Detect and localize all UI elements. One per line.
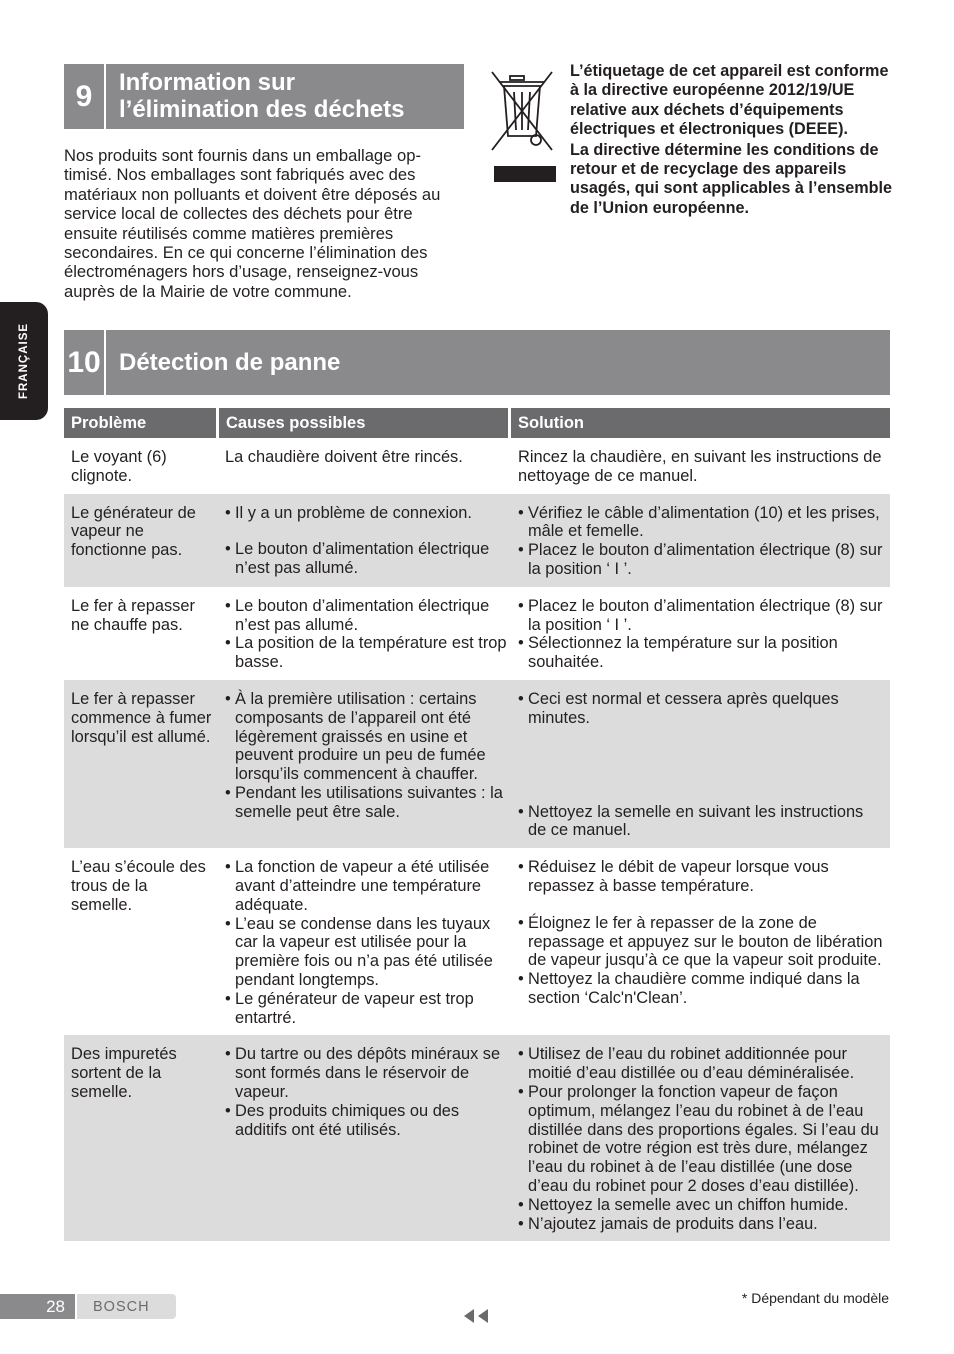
cause-item: • Pendant les utilisations suivantes : la semelle peut être sale. [225, 783, 503, 821]
solution-item: • Nettoyez la semelle avec un chiffon humide. [518, 1195, 849, 1214]
solution-item: • Éloignez le fer à repasser de la zone de repassage et appuyez sur le bouton de libération de vapeur jusqu’à ce que la vapeur soit produite. [518, 913, 883, 970]
header-causes: Causes possibles [219, 408, 511, 438]
causes-cell [219, 690, 511, 840]
problem-cell: Le générateur de vapeur ne fonctionne pas. [71, 503, 196, 560]
problem-cell: Le voyant (6) clignote. [71, 448, 167, 485]
solution-cell [511, 690, 890, 840]
cause-item: • Du tartre ou des dépôts minéraux se sont formés dans le réservoir de vapeur. [225, 1045, 501, 1101]
cause-item: • La position de la température est trop basse. [225, 634, 507, 672]
header-solution: Solution [511, 408, 890, 438]
causes-cell [219, 597, 511, 672]
weee-notice [570, 62, 900, 219]
solution-item: • Utilisez de l’eau du robinet additionnée pour moitié d’eau distillée ou d’eau déminéralisée. [518, 1045, 855, 1083]
solution-item: • Ceci est normal et cessera après quelques minutes. [518, 689, 839, 727]
double-arrow-left-icon [462, 1308, 490, 1324]
section-10-title: Détection de panne [119, 348, 341, 376]
solution-cell [511, 504, 890, 579]
solution-item: • Vérifiez le câble d’alimentation (10) et les prises, mâle et femelle. [518, 503, 880, 541]
solution-cell [511, 1045, 890, 1233]
page-number: 28 [0, 1294, 75, 1319]
language-label: FRANÇAISE [18, 322, 30, 400]
weee-paragraph-2: La directive détermine les conditions de retour et de recyclage des appareils usagés, qui sont applicables à l’ensemble de l’Union européenne. [570, 140, 893, 217]
troubleshooting-table [64, 408, 890, 1241]
table-row [64, 848, 890, 1035]
causes-cell [219, 448, 511, 486]
solution-item: • Nettoyez la semelle en suivant les instructions de ce manuel. [518, 802, 864, 840]
table-header-row [64, 408, 890, 438]
brand-label: BOSCH [77, 1294, 176, 1319]
cause-text: La chaudière doivent être rincés. [225, 448, 463, 466]
cause-item: • Le générateur de vapeur est trop entartré. [225, 989, 474, 1027]
solution-item: • Placez le bouton d’alimentation électrique (8) sur la position ‘ I ’. [518, 541, 883, 578]
problem-cell: L’eau s’écoule des trous de la semelle. [71, 858, 206, 914]
causes-cell [219, 858, 511, 1027]
cause-item: • Le bouton d’alimentation électrique n’est pas allumé. [225, 596, 490, 634]
crossed-bin-icon [490, 70, 556, 152]
table-row [64, 1035, 890, 1241]
table-row [64, 680, 890, 848]
cause-item: • Le bouton d’alimentation électrique n’est pas allumé. [225, 540, 490, 578]
table-row [64, 438, 890, 494]
problem-cell: Des impuretés sortent de la semelle. [71, 1045, 177, 1101]
solution-text: Rincez la chaudière, en suivant les instructions de nettoyage de ce manuel. [518, 448, 882, 485]
cause-item: • La fonction de vapeur a été utilisée avant d’atteindre une température adéquate. [225, 858, 490, 914]
problem-cell: Le fer à repasser commence à fumer lorsqu’il est allumé. [71, 689, 212, 746]
solution-item: • Nettoyez la chaudière comme indiqué dans la section ‘Calc'n'Clean’. [518, 970, 860, 1007]
section-9-header [64, 64, 464, 129]
footnote: * Dépendant du modèle [741, 1290, 889, 1306]
language-tab [0, 302, 48, 420]
solution-item: • Réduisez le débit de vapeur lorsque vous repassez à basse température. [518, 858, 829, 895]
solution-item: • Sélectionnez la température sur la position souhaitée. [518, 634, 838, 672]
weee-black-bar [494, 166, 556, 182]
solution-cell [511, 858, 890, 1027]
disposal-paragraph: Nos produits sont fournis dans un emballage op- timisé. Nos emballages sont fabriqués avec des matériaux non polluants et doivent être déposés au service local de collectes des déchets pour être ensuite réutilisés comme matières premières secondaires. En ce qui concerne l’élimination des électroménagers hors d’usage, renseignez-vous auprès de la Mairie de votre commune. [64, 146, 441, 301]
cause-item: • L’eau se condense dans les tuyaux car la vapeur est utilisée pour la première fois ou n’a pas été utilisée pendant longtemps. [225, 914, 493, 989]
section-9-number: 9 [64, 64, 106, 129]
solution-cell [511, 448, 890, 486]
cause-item: • À la première utilisation : certains composants de l’appareil ont été légèrement graissés en usine et peuvent produire un peu de fumée lorsqu’ils commencent à chauffer. [225, 689, 486, 784]
table-row [64, 587, 890, 680]
table-row [64, 494, 890, 587]
solution-item: • Pour prolonger la fonction vapeur de façon optimum, mélangez l’eau du robinet à de l’eau distillée dans des proportions égales. Si l’eau du robinet de votre région est très dure, mélangez l’eau du robinet à de l’eau distillée (une dose d’eau du robinet pour 2 doses d’eau distillée). [518, 1082, 879, 1195]
header-problem: Problème [64, 408, 219, 438]
solution-item: • Placez le bouton d’alimentation électrique (8) sur la position ‘ I ’. [518, 596, 883, 634]
cause-item: • Des produits chimiques ou des additifs ont été utilisés. [225, 1101, 460, 1139]
problem-cell: Le fer à repasser ne chauffe pas. [71, 596, 195, 634]
section-9-title: Information sur l’élimination des déchets [119, 69, 405, 123]
section-10-number: 10 [64, 330, 106, 395]
section-10-header [64, 330, 890, 395]
causes-cell [219, 1045, 511, 1233]
solution-cell [511, 597, 890, 672]
solution-item: • N’ajoutez jamais de produits dans l’eau. [518, 1214, 818, 1233]
weee-paragraph-1: L’étiquetage de cet appareil est conforme à la directive européenne 2012/19/UE relative aux déchets d’équipements électriques et électroniques (DEEE). [570, 62, 889, 139]
cause-item: • Il y a un problème de connexion. [225, 503, 472, 522]
causes-cell [219, 504, 511, 579]
